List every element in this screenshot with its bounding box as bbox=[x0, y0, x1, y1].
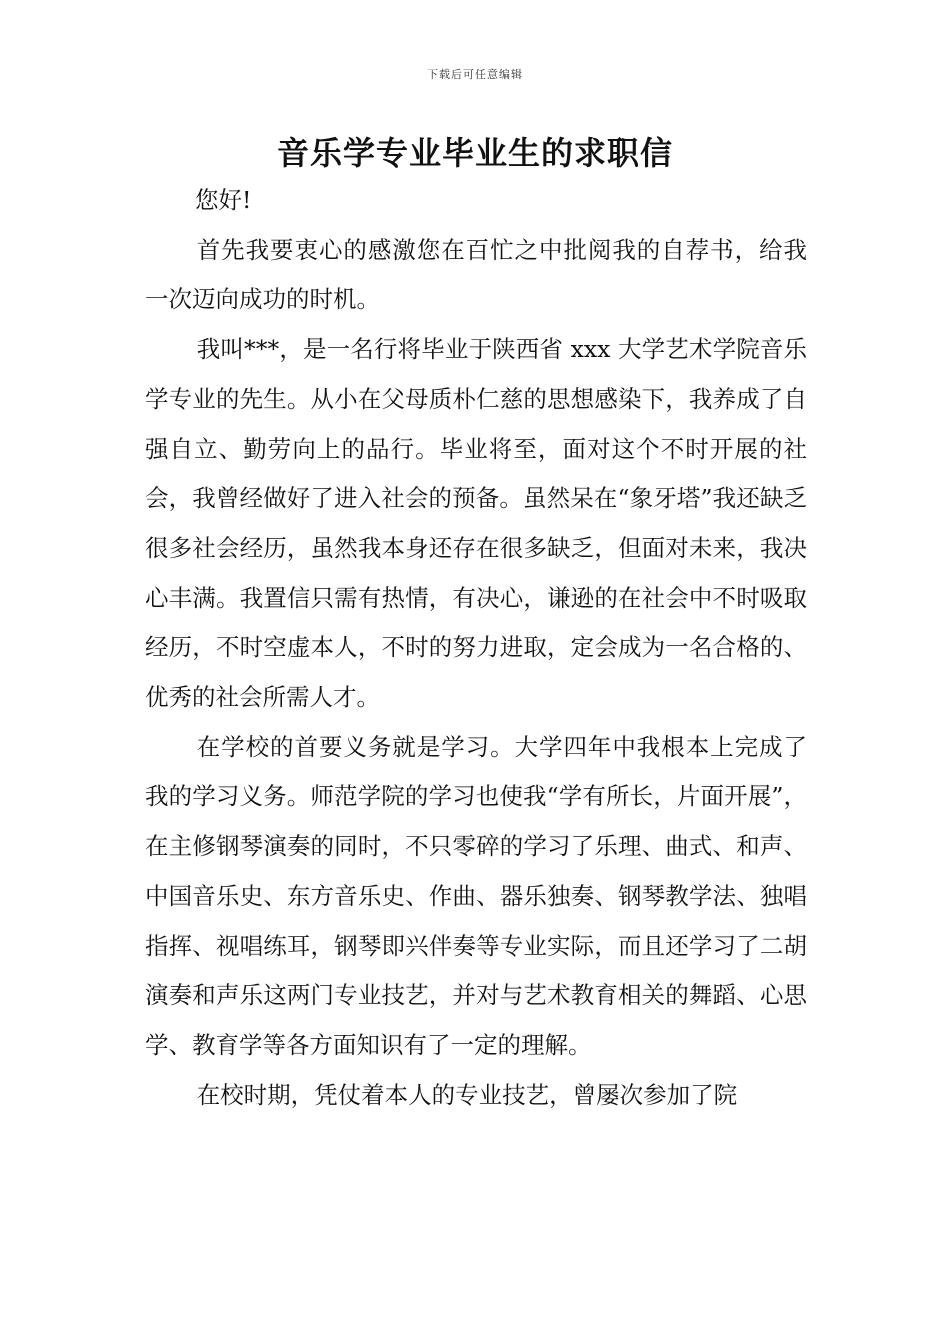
paragraph-introduction: 我叫***，是一名行将毕业于陕西省 xxx 大学艺术学院音乐学专业的先生。从小在父母质朴仁慈的思想感染下，我养成了自强自立、勤劳向上的品行。毕业将至，面对这个不时开展的社会，我曾经做好了进入社会的预备。虽然呆在“象牙塔”我还缺乏很多社会经历，虽然我本身还存在很多缺乏，但面对未来，我决心丰满。我置信只需有热情，有决心，谦逊的在社会中不时吸取经历，不时空虚本人，不时的努力进取，定会成为一名合格的、优秀的社会所需人才。 bbox=[145, 335, 807, 712]
paragraph-activities: 在校时期，凭仗着本人的专业技艺，曾屡次参加了院 bbox=[196, 1080, 738, 1109]
paragraph-studies: 在学校的首要义务就是学习。大学四年中我根本上完成了我的学习义务。师范学院的学习也使我“学有所长，片面开展”，在主修钢琴演奏的同时，不只零碎的学习了乐理、曲式、和声、中国音乐史、东方音乐史、作曲、器乐独奏、钢琴教学法、独唱指挥、视唱练耳，钢琴即兴伴奏等专业实际，而且还学习了二胡演奏和声乐这两门专业技艺，并对与艺术教育相关的舞蹈、心思学、教育学等各方面知识有了一定的理解。 bbox=[145, 732, 807, 1059]
header-note: 下载后可任意编辑 bbox=[427, 68, 523, 81]
document-title: 音乐学专业毕业生的求职信 bbox=[276, 134, 673, 172]
paragraph-opening: 首先我要衷心的感激您在百忙之中批阅我的自荐书，给我一次迈向成功的时机。 bbox=[145, 235, 807, 314]
document-body bbox=[145, 176, 807, 1120]
greeting: 您好! bbox=[195, 186, 252, 214]
